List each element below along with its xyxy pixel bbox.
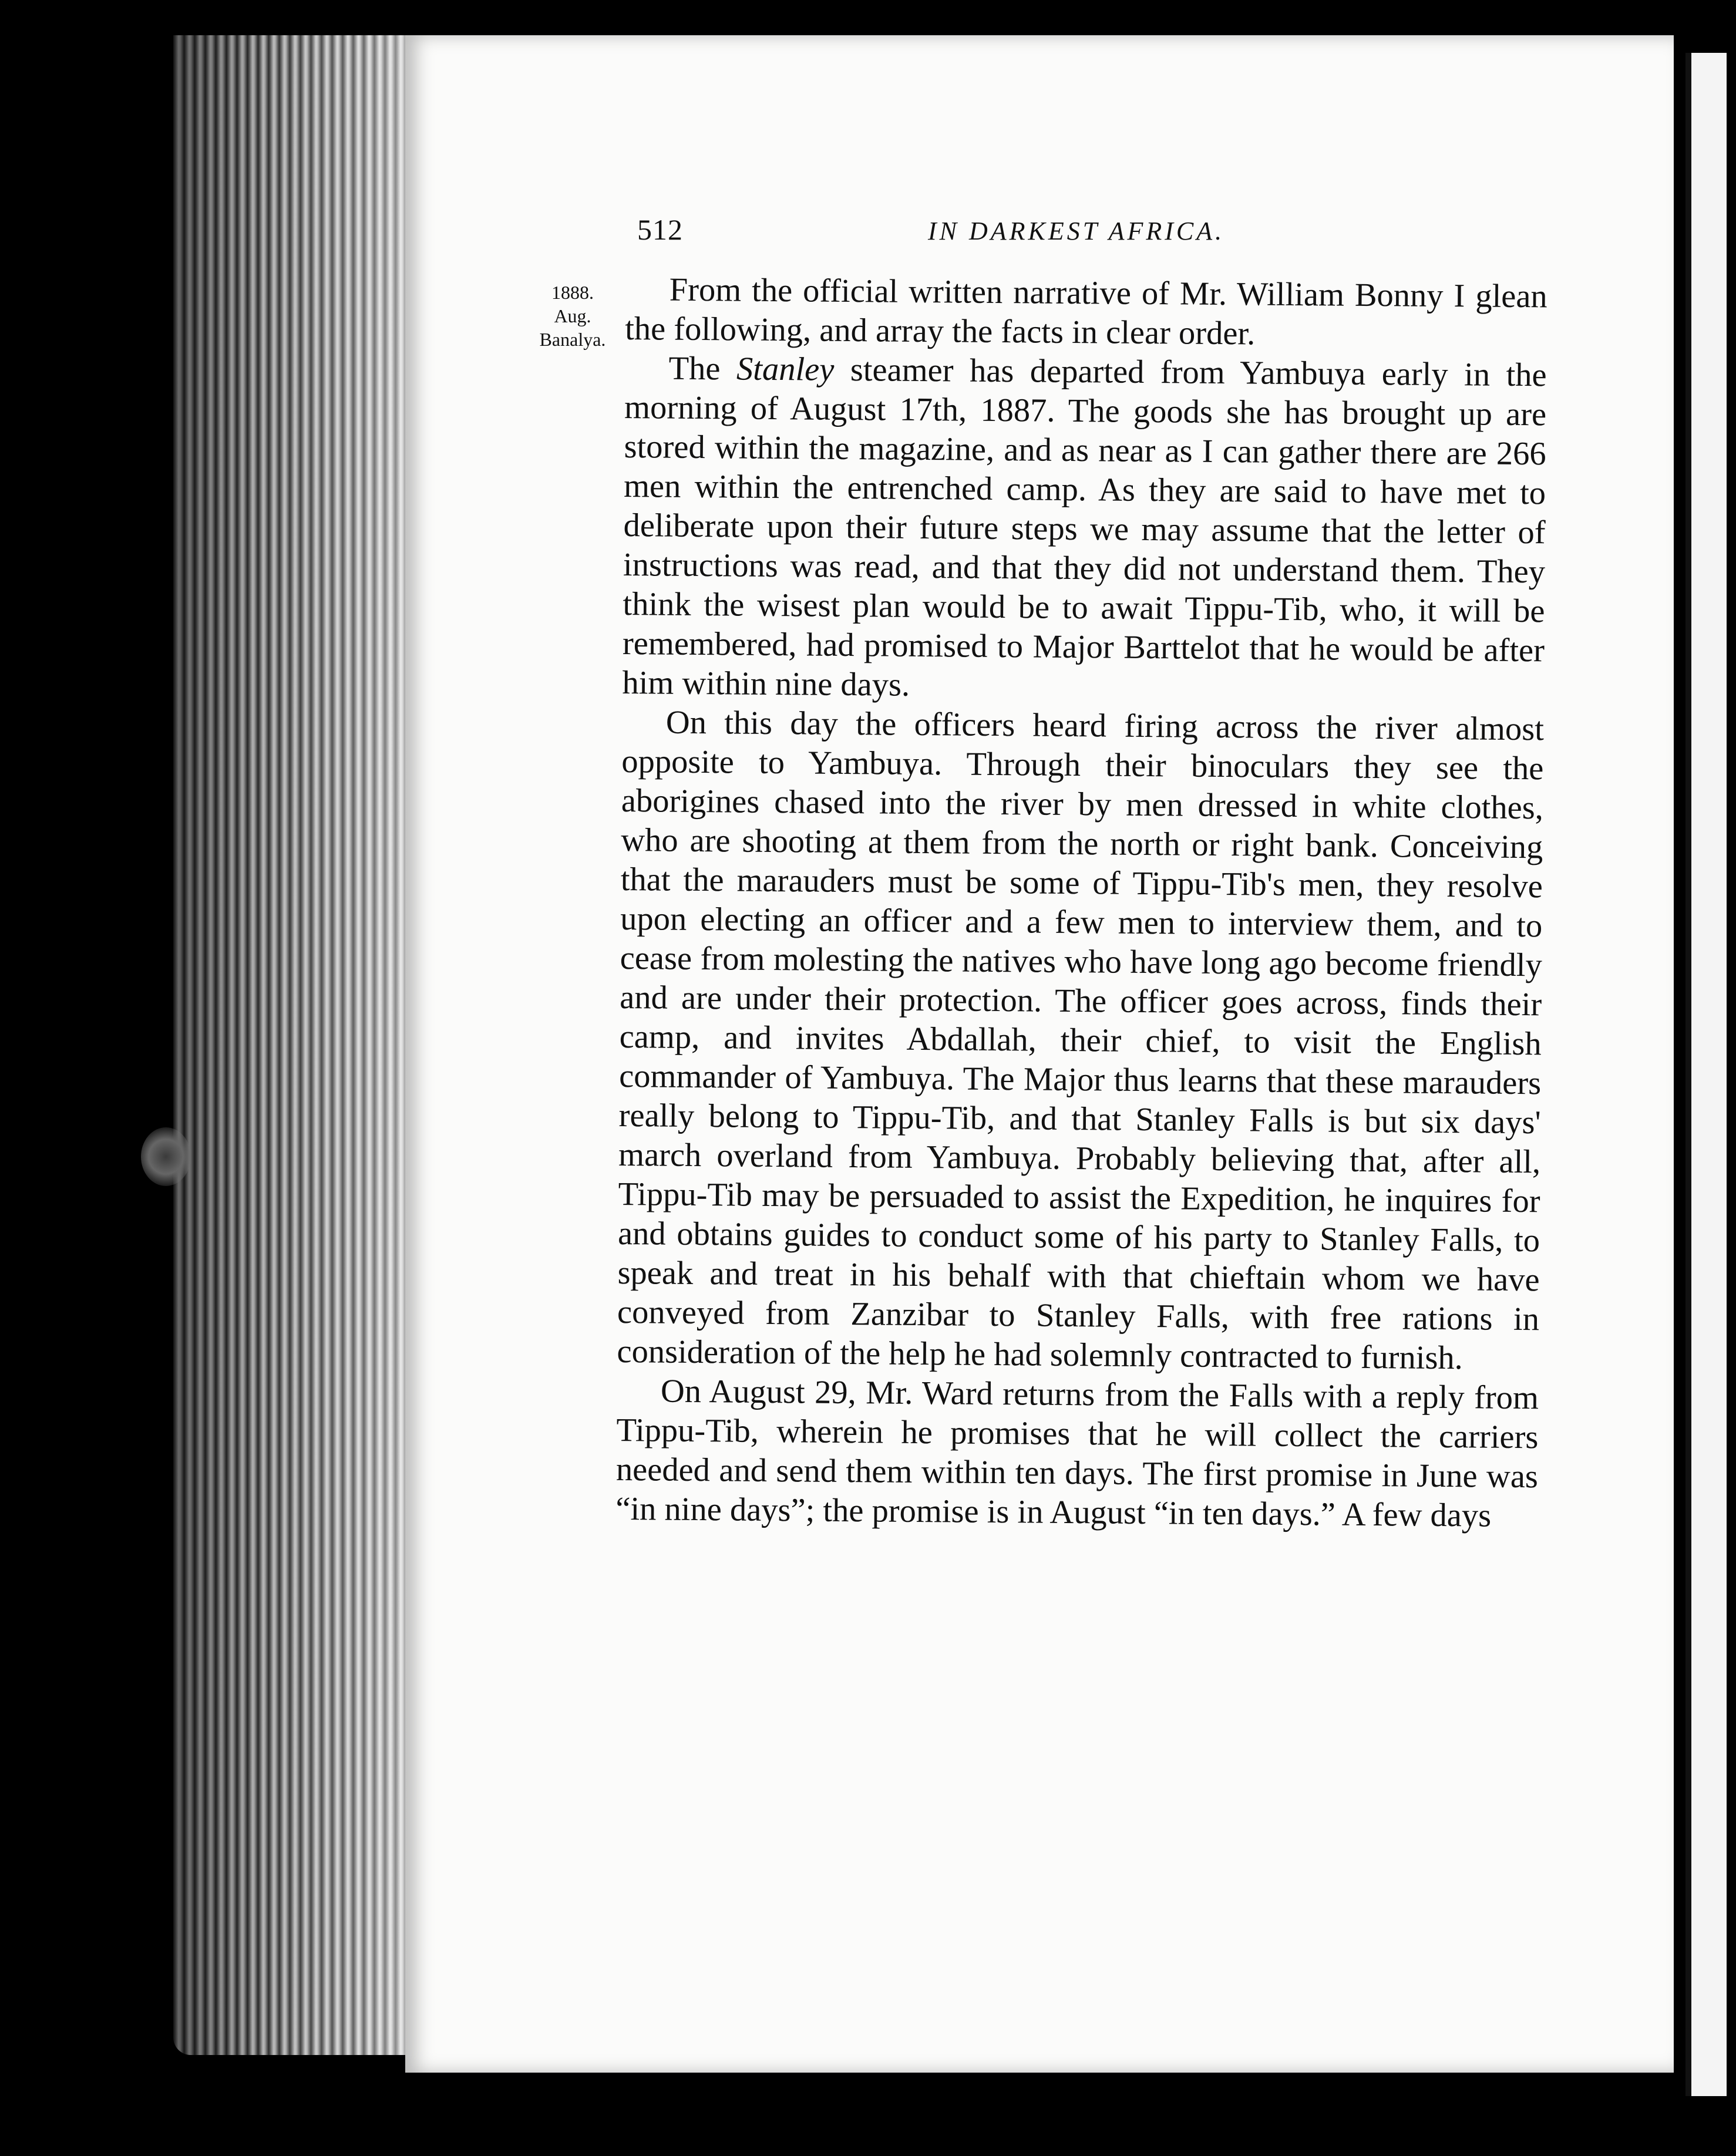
paragraph-text: steamer has departed from Yambuya early in the morning of August 17th, 1887. The goods she has brought up are stored within the magazine, and as near as I can gather there are 266 men within the entrenched camp. As they are said to have met to deliberate upon their future steps we may assume that the letter of instructions was read, and that they did not understand them. They think the wisest plan would be to await Tippu-Tib, who, it will be remembered, had promised to Major Barttelot that he would be after him within nine days. [622,351,1547,703]
paragraph: On August 29, Mr. Ward returns from the Falls with a reply from Tippu-Tib, wherein he promises that he will collect the carriers needed and send them within ten days. The first promise in June was “in nine days”; the promise is in August “in ten days.” A few days [615,1373,1539,1534]
margin-note [517,281,628,351]
page-number: 512 [637,213,683,246]
margin-note-year: 1888. [551,282,594,303]
ship-name: Stanley [736,351,835,388]
paragraph: On this day the officers heard firing across the river almost opposite to Yambuya. Through their binoculars they see the aborigines chased into the river by men dressed in white clothes, who are shooting at them from the north or right bank. Conceiving that the marauders must be some of Tippu-Tib's men, they resolve upon electing an officer and a few men to interview them, and to cease from molesting the natives who have long ago become friendly and are under their protection. The officer goes across, finds their camp, and invites Abdallah, their chief, to visit the English commander of Yambuya. The Major thus learns that these marauders really belong to Tippu-Tib, and that Stanley Falls is but six days' march overland from Yambuya. Probably believing that, after all, Tippu-Tib may be persuaded to assist the Expedition, he inquires for and obtains guides to conduct some of his party to Stanley Falls, to speak and treat in his behalf with that chieftain whom we have conveyed from Zanzibar to Stanley Falls, with free rations in consideration of the help he had solemnly contracted to furnish. [617,704,1545,1377]
margin-note-place: Banalya. [539,329,606,350]
body-text [615,270,1547,1536]
paragraph-text: The [668,350,737,388]
running-head [637,213,1348,254]
margin-note-month: Aug. [554,305,591,326]
ink-smudge [141,1127,191,1186]
facing-page-edge [1685,53,1727,2096]
paragraph: From the official written narrative of Mr. William Bonny I glean the following, and array the facts in clear order. [624,271,1547,352]
page-edges [173,35,420,2055]
book-title: IN DARKEST AFRICA. [928,217,1225,245]
paragraph [622,349,1547,710]
book-page [405,35,1674,2073]
